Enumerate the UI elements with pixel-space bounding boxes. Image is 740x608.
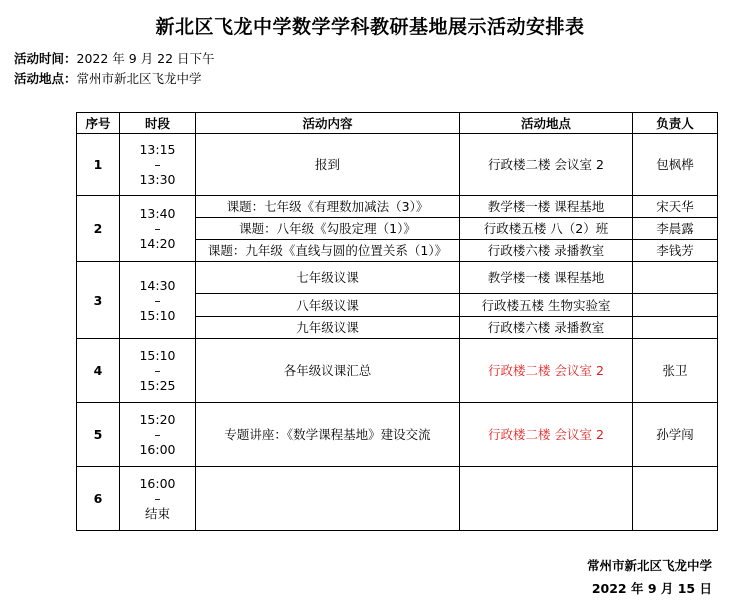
owner-cell [633, 262, 718, 294]
time-cell [120, 339, 196, 403]
activity-time-line [14, 51, 215, 67]
place-cell: 行政楼五楼 生物实验室 [460, 294, 633, 317]
seq-cell: 2 [77, 196, 120, 262]
header-owner: 负责人 [633, 113, 718, 134]
content-cell: 各年级议课汇总 [196, 339, 460, 403]
time-separator: – [154, 292, 161, 308]
time-cell [120, 467, 196, 531]
content-cell: 九年级议课 [196, 317, 460, 339]
seq-cell: 4 [77, 339, 120, 403]
seq-cell: 3 [77, 262, 120, 339]
owner-cell [633, 294, 718, 317]
table-row [77, 339, 718, 403]
time-separator: – [154, 491, 161, 506]
place-cell: 教学楼一楼 课程基地 [460, 196, 633, 218]
time-end: 15:25 [139, 378, 176, 393]
time-start: 13:40 [139, 206, 176, 221]
time-start: 16:00 [139, 476, 176, 491]
footer-organization: 常州市新北区飞龙中学 [586, 558, 712, 573]
time-cell [120, 134, 196, 196]
owner-cell: 张卫 [633, 339, 718, 403]
owner-cell: 李晨露 [633, 218, 718, 240]
place-cell: 行政楼二楼 会议室 2 [460, 403, 633, 467]
activity-place-value: 常州市新北区飞龙中学 [76, 71, 202, 86]
owner-cell: 李钱芳 [633, 240, 718, 262]
seq-cell: 6 [77, 467, 120, 531]
content-cell [196, 467, 460, 531]
content-cell: 课题：八年级《勾股定理（1）》 [196, 218, 460, 240]
place-cell: 行政楼六楼 录播教室 [460, 317, 633, 339]
content-cell: 课题：九年级《直线与圆的位置关系（1）》 [196, 240, 460, 262]
place-cell [460, 467, 633, 531]
table-row [77, 196, 718, 218]
time-cell [120, 262, 196, 339]
time-end: 13:30 [139, 172, 176, 187]
header-place: 活动地点 [460, 113, 633, 134]
time-start: 13:15 [139, 142, 176, 157]
footer-date: 2022 年 9 月 15 日 [591, 581, 712, 596]
time-start: 15:20 [139, 412, 176, 427]
owner-cell [633, 467, 718, 531]
document-title: 新北区飞龙中学数学学科教研基地展示活动安排表 [155, 16, 585, 38]
content-cell: 课题：七年级《有理数加减法（3）》 [196, 196, 460, 218]
activity-place-label: 活动地点： [14, 71, 77, 86]
table-row [77, 403, 718, 467]
time-start: 14:30 [139, 277, 176, 293]
place-cell: 教学楼一楼 课程基地 [460, 262, 633, 294]
table-row [77, 134, 718, 196]
activity-time-value: 2022 年 9 月 22 日下午 [76, 51, 215, 66]
time-separator: – [154, 157, 161, 172]
activity-time-label: 活动时间： [14, 51, 77, 66]
schedule-table [76, 112, 718, 531]
place-cell: 行政楼二楼 会议室 2 [460, 339, 633, 403]
header-time: 时段 [120, 113, 196, 134]
owner-cell: 包枫桦 [633, 134, 718, 196]
table-row [77, 262, 718, 294]
owner-cell: 孙学闯 [633, 403, 718, 467]
time-end: 14:20 [139, 236, 176, 251]
place-cell: 行政楼六楼 录播教室 [460, 240, 633, 262]
time-separator: – [154, 427, 161, 442]
owner-cell [633, 317, 718, 339]
content-cell: 报到 [196, 134, 460, 196]
seq-cell: 1 [77, 134, 120, 196]
time-cell [120, 196, 196, 262]
time-end: 15:10 [139, 307, 176, 323]
time-start: 15:10 [139, 348, 176, 363]
table-header-row [77, 113, 718, 134]
table-row [77, 467, 718, 531]
content-cell: 八年级议课 [196, 294, 460, 317]
time-separator: – [154, 221, 161, 236]
content-cell: 七年级议课 [196, 262, 460, 294]
header-seq: 序号 [77, 113, 120, 134]
seq-cell: 5 [77, 403, 120, 467]
place-cell: 行政楼五楼 八（2）班 [460, 218, 633, 240]
time-end: 结束 [144, 506, 170, 521]
owner-cell: 宋天华 [633, 196, 718, 218]
time-end: 16:00 [139, 442, 176, 457]
place-cell: 行政楼二楼 会议室 2 [460, 134, 633, 196]
time-separator: – [154, 363, 161, 378]
header-content: 活动内容 [196, 113, 460, 134]
content-cell: 专题讲座：《数学课程基地》建设交流 [196, 403, 460, 467]
time-cell [120, 403, 196, 467]
activity-place-line [14, 71, 202, 87]
